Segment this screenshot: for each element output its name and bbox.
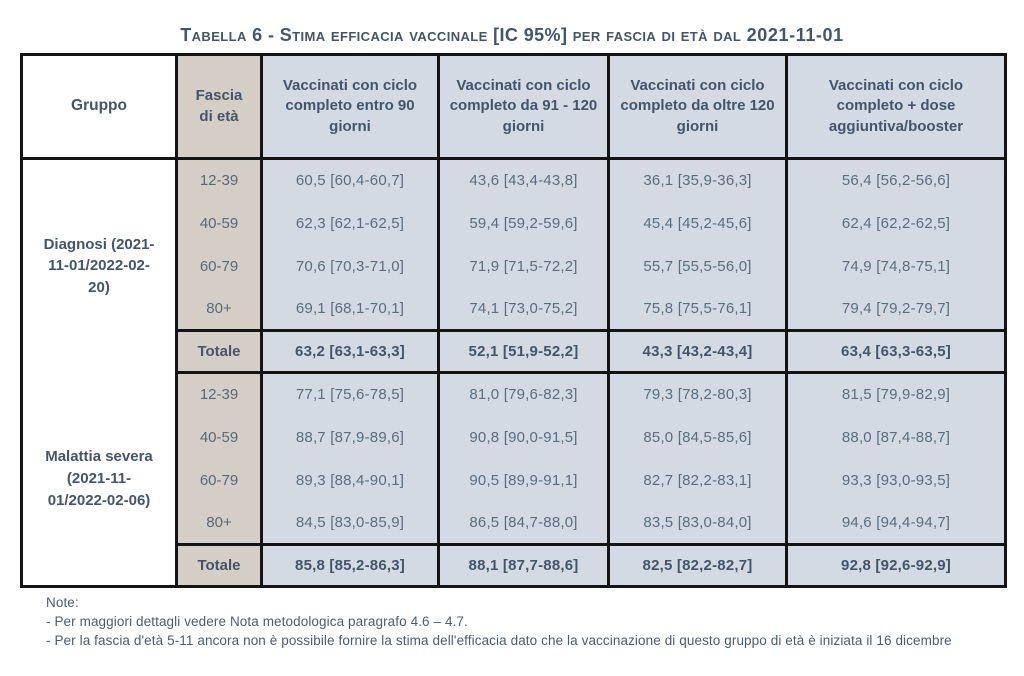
group-label: Diagnosi (2021-11-01/2022-02-20) — [22, 159, 177, 373]
efficacy-table — [20, 53, 1007, 588]
table-body — [22, 159, 1006, 587]
table-row — [22, 159, 1006, 202]
table-row — [22, 373, 1006, 416]
note-item-1: - Per maggiori dettagli vedere Nota metodologica paragrafo 4.6 – 4.7. — [46, 614, 468, 630]
value-cell: 90,5 [89,9-91,1] — [439, 459, 609, 502]
page-title — [0, 25, 1024, 46]
value-cell: 88,7 [87,9-89,6] — [262, 416, 439, 459]
header-entro-90: Vaccinati con ciclo completo entro 90 giorni — [262, 55, 439, 159]
value-cell: 86,5 [84,7-88,0] — [439, 502, 609, 545]
header-oltre-120: Vaccinati con ciclo completo da oltre 120 giorni — [609, 55, 787, 159]
value-cell: 93,3 [93,0-93,5] — [787, 459, 1006, 502]
value-cell: 88,0 [87,4-88,7] — [787, 416, 1006, 459]
value-cell: 69,1 [68,1-70,1] — [262, 288, 439, 331]
header-booster: Vaccinati con ciclo completo + dose aggiuntiva/booster — [787, 55, 1006, 159]
fascia-cell: 60-79 — [177, 245, 262, 288]
value-cell: 59,4 [59,2-59,6] — [439, 202, 609, 245]
total-value-cell: 63,2 [63,1-63,3] — [262, 331, 439, 373]
fascia-cell: 80+ — [177, 502, 262, 545]
fascia-cell: 12-39 — [177, 373, 262, 416]
value-cell: 81,0 [79,6-82,3] — [439, 373, 609, 416]
fascia-cell: 40-59 — [177, 416, 262, 459]
note-item-2: - Per la fascia d'età 5-11 ancora non è possibile fornire la stima dell'efficacia dato che la vaccinazione di questo gruppo di età è iniziata il 16 dicembre — [46, 633, 952, 649]
value-cell: 84,5 [83,0-85,9] — [262, 502, 439, 545]
value-cell: 74,1 [73,0-75,2] — [439, 288, 609, 331]
value-cell: 71,9 [71,5-72,2] — [439, 245, 609, 288]
total-value-cell: 85,8 [85,2-86,3] — [262, 545, 439, 587]
fascia-cell: 40-59 — [177, 202, 262, 245]
value-cell: 81,5 [79,9-82,9] — [787, 373, 1006, 416]
value-cell: 82,7 [82,2-83,1] — [609, 459, 787, 502]
value-cell: 75,8 [75,5-76,1] — [609, 288, 787, 331]
value-cell: 74,9 [74,8-75,1] — [787, 245, 1006, 288]
header-row — [22, 55, 1006, 159]
total-value-cell: 52,1 [51,9-52,2] — [439, 331, 609, 373]
table-header — [22, 55, 1006, 159]
value-cell: 45,4 [45,2-45,6] — [609, 202, 787, 245]
value-cell: 62,4 [62,2-62,5] — [787, 202, 1006, 245]
notes-heading: Note: — [46, 595, 79, 610]
total-value-cell: 82,5 [82,2-82,7] — [609, 545, 787, 587]
fascia-cell: 80+ — [177, 288, 262, 331]
value-cell: 90,8 [90,0-91,5] — [439, 416, 609, 459]
value-cell: 60,5 [60,4-60,7] — [262, 159, 439, 202]
total-value-cell: 92,8 [92,6-92,9] — [787, 545, 1006, 587]
notes — [46, 593, 984, 650]
header-fascia-eta: Fascia di età — [177, 55, 262, 159]
group-label: Malattia severa (2021-11-01/2022-02-06) — [22, 373, 177, 587]
total-value-cell: 88,1 [87,7-88,6] — [439, 545, 609, 587]
value-cell: 77,1 [75,6-78,5] — [262, 373, 439, 416]
total-value-cell: 43,3 [43,2-43,4] — [609, 331, 787, 373]
value-cell: 85,0 [84,5-85,6] — [609, 416, 787, 459]
fascia-cell: 60-79 — [177, 459, 262, 502]
value-cell: 55,7 [55,5-56,0] — [609, 245, 787, 288]
value-cell: 43,6 [43,4-43,8] — [439, 159, 609, 202]
value-cell: 36,1 [35,9-36,3] — [609, 159, 787, 202]
total-value-cell: 63,4 [63,3-63,5] — [787, 331, 1006, 373]
header-91-120: Vaccinati con ciclo completo da 91 - 120 giorni — [439, 55, 609, 159]
value-cell: 79,4 [79,2-79,7] — [787, 288, 1006, 331]
value-cell: 70,6 [70,3-71,0] — [262, 245, 439, 288]
title-main: Tabella 6 - Stima efficacia vaccinale [IC 95%] per fascia di età dal — [180, 25, 747, 45]
fascia-cell: 12-39 — [177, 159, 262, 202]
value-cell: 89,3 [88,4-90,1] — [262, 459, 439, 502]
value-cell: 94,6 [94,4-94,7] — [787, 502, 1006, 545]
total-label: Totale — [177, 545, 262, 587]
total-label: Totale — [177, 331, 262, 373]
value-cell: 79,3 [78,2-80,3] — [609, 373, 787, 416]
header-gruppo: Gruppo — [22, 55, 177, 159]
title-date: 2021-11-01 — [746, 25, 844, 45]
value-cell: 62,3 [62,1-62,5] — [262, 202, 439, 245]
value-cell: 56,4 [56,2-56,6] — [787, 159, 1006, 202]
value-cell: 83,5 [83,0-84,0] — [609, 502, 787, 545]
